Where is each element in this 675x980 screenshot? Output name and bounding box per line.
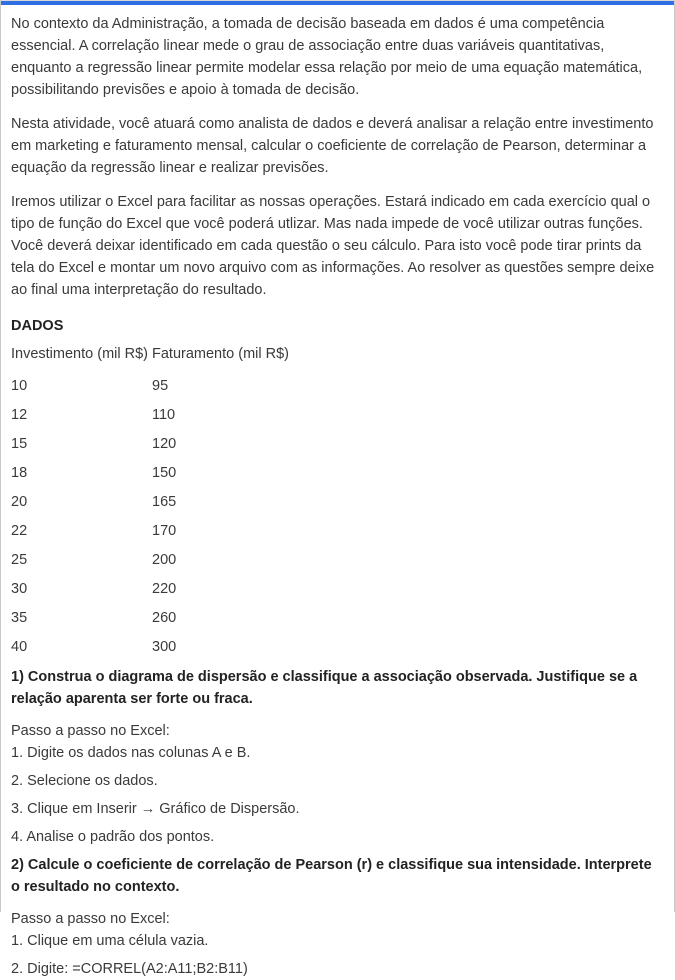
table-row [11, 636, 289, 665]
data-heading: DADOS [11, 318, 64, 334]
table-row [11, 607, 289, 636]
cell-investimento: 30 [11, 581, 28, 597]
cell-investimento: 40 [11, 639, 28, 655]
cell-faturamento: 220 [152, 581, 177, 597]
cell-faturamento: 120 [152, 436, 177, 452]
step-item: 3. Clique em Inserir → Gráfico de Dispersão. [11, 801, 300, 817]
step-item: 2. Selecione os dados. [11, 773, 158, 789]
question-1-title: 1) Construa o diagrama de dispersão e classifique a associação observada. Justifique se a relação aparenta ser forte ou fraca. [11, 669, 638, 707]
steps-intro-label: Passo a passo no Excel: [11, 911, 170, 927]
step-item: 1. Digite os dados nas colunas A e B. [11, 745, 251, 761]
cell-faturamento: 165 [152, 494, 177, 510]
cell-faturamento: 200 [152, 552, 177, 568]
table-row [11, 404, 289, 433]
cell-investimento: 25 [11, 552, 28, 568]
cell-faturamento: 260 [152, 610, 177, 626]
column-header-investimento: Investimento (mil R$) [11, 346, 148, 362]
question-1-steps-intro-block [11, 720, 664, 764]
column-header-faturamento: Faturamento (mil R$) [152, 346, 289, 362]
cell-faturamento: 300 [152, 639, 177, 655]
table-row [11, 491, 289, 520]
question-2-steps-intro-block [11, 908, 664, 952]
steps-intro-label: Passo a passo no Excel: [11, 723, 170, 739]
intro-paragraph-context: No contexto da Administração, a tomada de decisão baseada em dados é uma competência essencial. A correlação linear mede o grau de associação entre duas variáveis quantitativas, enquanto a regressão linear permite modelar essa relação por meio de uma equação matemática, possibilitando previsões e apoio à tomada de decisão. [11, 16, 643, 98]
step-item: 4. Analise o padrão dos pontos. [11, 829, 215, 845]
question-2-title: 2) Calcule o coeficiente de correlação de Pearson (r) e classifique sua intensidade. Interprete o resultado no contexto. [11, 857, 652, 895]
table-header-row [11, 343, 289, 375]
table-row [11, 578, 289, 607]
cell-investimento: 10 [11, 378, 28, 394]
intro-paragraph-excel: Iremos utilizar o Excel para facilitar as nossas operações. Estará indicado em cada exercício qual o tipo de função do Excel que você poderá utlizar. Mas nada impede de você utilizar outras funções. Você deverá deixar identificado em cada questão o seu cálculo. Para isto você pode tirar prints da tela do Excel e montar um novo arquivo com as informações. Ao resolver as questões sempre deixe ao final uma interpretação do resultado. [11, 194, 655, 298]
cell-faturamento: 95 [152, 378, 169, 394]
cell-investimento: 12 [11, 407, 28, 423]
cell-faturamento: 170 [152, 523, 177, 539]
cell-investimento: 15 [11, 436, 28, 452]
cell-faturamento: 150 [152, 465, 177, 481]
step-item: 2. Digite: =CORREL(A2:A11;B2:B11) [11, 961, 248, 977]
cell-investimento: 20 [11, 494, 28, 510]
table-row [11, 520, 289, 549]
cell-investimento: 18 [11, 465, 28, 481]
cell-investimento: 22 [11, 523, 28, 539]
step-item: 1. Clique em uma célula vazia. [11, 933, 209, 949]
cell-faturamento: 110 [152, 407, 176, 423]
table-row [11, 549, 289, 578]
table-row [11, 462, 289, 491]
table-row [11, 375, 289, 404]
intro-paragraph-activity: Nesta atividade, você atuará como analista de dados e deverá analisar a relação entre investimento em marketing e faturamento mensal, calcular o coeficiente de correlação de Pearson, determinar a equação da regressão linear e realizar previsões. [11, 116, 654, 176]
table-row [11, 433, 289, 462]
data-table [11, 343, 289, 665]
cell-investimento: 35 [11, 610, 28, 626]
assignment-content [1, 5, 674, 980]
